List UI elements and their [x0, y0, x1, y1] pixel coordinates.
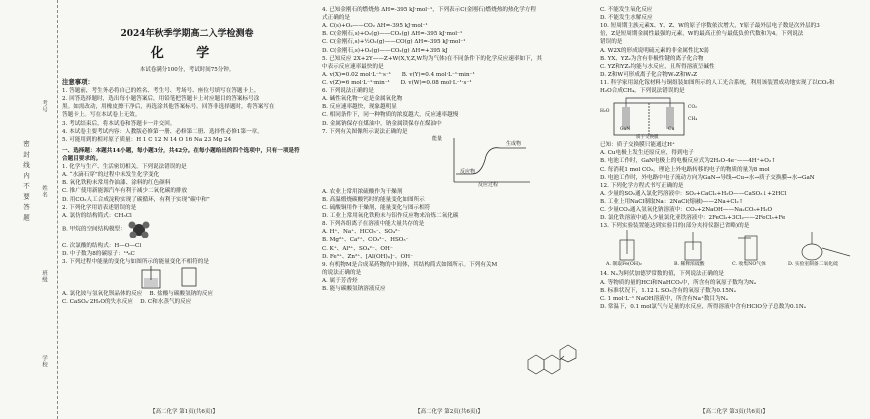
question-1-option: D. 用CO₂人工合成淀粉实现了碳循环，有利于实现“碳中和” — [62, 196, 210, 203]
question-10-stem: 10. 短周期主族元素X、Y、Z、W的原子序数依次增大，Y原子最外层电子数是次外层的3 — [600, 23, 820, 30]
question-8-option: B. Mg²⁺、Ca²⁺、CO₃²⁻、HSO₃⁻ — [322, 237, 409, 244]
question-10-stem-cont: 错误的是 — [600, 39, 623, 46]
label-gan: GaN — [620, 127, 631, 133]
question-4-stem: 4. 已知金刚石的燃烧热 ΔH=-395 kJ·mol⁻¹，下列表示C(金刚石)燃烧热的热化学方程 — [322, 7, 536, 13]
methane-model-icon — [127, 220, 151, 238]
q13-option-d: D. 实验室制备二氧化硫 — [788, 262, 838, 268]
question-1-option: A. “水滴石穿”的过程中未发生化学变化 — [62, 172, 160, 179]
question-1-option: C. 推广使用新能源汽车有利于减少二氧化碳的排放 — [62, 188, 188, 195]
page-column-1 — [62, 6, 312, 306]
label-membrane: 质子交换膜 — [636, 135, 659, 141]
question-6-stem: 6. 下列说法正确的是 — [322, 88, 374, 95]
question-11-note: 已知：质子交换膜只能通过H⁺ — [600, 142, 675, 149]
page-footer-1: 【高二化学 第1页(共6页)】 — [150, 409, 219, 415]
question-10-option: B. YX、YZ₂为含有非极性键的离子化合物 — [600, 55, 704, 62]
beaker-figure-icon — [132, 266, 212, 290]
question-13-figures — [600, 230, 862, 270]
binding-strip — [0, 0, 58, 419]
label-reactant: 反应物 — [460, 168, 476, 175]
question-7-option: A. 农业上常用浓硫酸作为干燥剂 — [322, 188, 403, 195]
question-3-figure — [62, 266, 312, 290]
apparatus-figures — [600, 230, 862, 264]
question-11-option: B. 电池工作时，GaN电极上的电极反应式为2H₂O-4e⁻——4H⁺+O₂↑ — [600, 158, 776, 165]
label-cu: Cu — [668, 127, 675, 133]
notice-line: 黑。如需改动，用橡皮擦干净后，再选涂其他答案标号。回答非选择题时，将答案写在 — [62, 104, 275, 111]
question-14-option: C. 1 mol·L⁻¹ NaOH溶液中，所含有Na⁺数目为Nₐ — [600, 295, 728, 302]
axis-label-process: 反应过程 — [478, 181, 499, 188]
question-6-option: C. 相同条件下，同一种物质的浓度越大，反应速率越慢 — [322, 112, 459, 119]
axis-label-energy: 能量 — [432, 135, 443, 142]
question-9-option: A. 属于芳香烃 — [322, 277, 358, 284]
exam-title: 2024年秋季学期高二入学检测卷 — [120, 29, 254, 39]
question-3-option: A. 氯化铵与氢氧化钡晶体的反应 B. 盐酸与碳酸氢钠的反应 — [62, 291, 214, 298]
notice-line: 1. 答题前，考生务必将自己的姓名、考生号、考场号、座位号填写在答题卡上。 — [62, 88, 260, 95]
question-5-option: C. v(Z)=6 mol·L⁻¹·min⁻¹ D. v(W)=0.08 mol·L⁻¹·s⁻¹ — [322, 79, 472, 86]
question-11-option: D. 电池工作时，外电路中电子流动方向为GaN→导线→Cu→水→质子交换膜→水→GaN — [600, 174, 815, 181]
section-heading: 一、选择题：本题共14小题，每小题3分，共42分。在每小题给出的四个选项中，只有一项是符 — [62, 147, 300, 154]
q13-option-a: A. 制取Fe(OH)₂ — [606, 262, 642, 268]
question-5-stem-cont: 中表示反应速率最快的是 — [322, 63, 384, 70]
question-8-option: D. Fe³⁺、Zn²⁺、[Al(OH)₄]⁻、OH⁻ — [322, 253, 414, 260]
question-11-figure — [600, 95, 862, 141]
question-7-option: B. 高温煅烧碳酸钙时的能量变化如图所示 — [322, 196, 425, 203]
label-co2: CO₂ — [688, 105, 697, 111]
molecule-m-structure — [518, 342, 578, 376]
question-3-option: C. CaSO₄·2H₂O的失水反应 D. C和水蒸气的反应 — [62, 299, 192, 306]
question-4-option: B. C(金刚石,s)+O₂(g)——CO₂(g) ΔH=-395 kJ·mol⁻¹ — [322, 31, 463, 38]
question-13-stem: 13. 下列实验装置能达到实验目的(部分夹持仪器已省略)的是 — [600, 223, 750, 230]
question-5-option: A. v(X)=0.02 mol·L⁻¹·s⁻¹ B. v(Y)=0.4 mol·L⁻¹·min⁻¹ — [322, 71, 475, 78]
question-2-stem: 2. 下列化学用语表述错误的是 — [62, 204, 137, 211]
question-11-option: A. Cu电极上发生还原反应，得到电子 — [600, 150, 694, 157]
question-6-option: D. 金属钠保存在煤油中，钠金属镁保存在煤油中 — [322, 120, 442, 127]
notice-line: 4. 本试卷主要考试内容：人教版必修第一册、必修第二册、选择性必修1第一章。 — [62, 128, 263, 135]
question-7-option: D. 工业上常用氧化铁粉末与铝作反应物来冶炼二氧化碳 — [322, 213, 459, 220]
question-3-stem: 3. 下列过程中能量的变化与如图所示的能量变化不相符的是 — [62, 259, 209, 266]
question-8-option: C. K⁺、Al³⁺、SO₄²⁻、OH⁻ — [322, 245, 393, 252]
question-7-stem: 7. 下列有关图像所示说法正确的是 — [322, 128, 408, 135]
question-10-option: D. Z和W可形成离子化合物W₂Z和W₂Z — [600, 71, 698, 78]
question-14-option: B. 标准状况下，1.12 L SO₃含有的氧原子数为0.15Nₐ — [600, 287, 736, 294]
question-9-option: D. 不能发生水解反应 — [600, 15, 653, 22]
binding-label-school: 学校 — [41, 355, 47, 368]
question-12-option: C. 少量CO₂通入氢氧化钠溶液中：CO₂+2NaOH——Na₂CO₃+H₂O — [600, 207, 773, 214]
question-12-stem: 12. 下列化学方程式书写正确的是 — [600, 182, 684, 189]
question-7-figure — [322, 136, 588, 188]
question-12-option: A. 少量的SO₂通入氯化钙溶液中：SO₂+CaCl₂+H₂O——CaSO₃↓+2HCl — [600, 190, 787, 197]
question-2-option: D. 中子数为8的碳原子：¹⁴₆C — [62, 251, 135, 257]
question-5-stem: 5. 已知反应 2X+2Y——Z+W(X,Y,Z,W均为气体)在不同条件下的化学反应速率如下，其 — [322, 55, 542, 62]
question-14-stem: 14. Nₐ为阿伏加德罗常数的值，下列说法正确的是 — [600, 271, 725, 278]
section-heading-cont: 合题目要求的。 — [62, 156, 102, 163]
question-1-stem: 1. 化学与生产、生活密切相关。下列说法错误的是 — [62, 164, 187, 171]
question-8-stem: 8. 下列各组离子在溶液中能大量共存的是 — [322, 221, 425, 228]
notice-line: 5. 可能用到的相对原子质量：H 1 C 12 N 14 O 16 Na 23 Mg 24 — [62, 136, 232, 143]
question-10-stem-cont: 倍，Z是短周期金属性最强的元素，W的最高正价与最低负价代数和为4。下列说法 — [600, 31, 804, 38]
notice-line: 答题卡上。写在本试卷上无效。 — [62, 112, 141, 119]
q13-option-c: C. 收集NO气体 — [732, 262, 766, 268]
label-h2o: H₂O — [600, 109, 610, 115]
question-12-option: B. 工业上用NaCl制取Na：2NaCl(熔融)——2Na+Cl₂↑ — [600, 198, 744, 205]
question-4-option: C. C(金刚石,s)+½O₂(g)——CO(g) ΔH=-395 kJ·mol⁻¹ — [322, 39, 466, 46]
question-1-option: B. 氧化铁粉末常用作油漆、涂料的红色颜料 — [62, 180, 171, 187]
page-footer-2: 【高二化学 第2页(共6页)】 — [415, 409, 484, 415]
question-7-option: C. 硫酸铜用作干燥剂，能量变化与图示相符 — [322, 204, 431, 211]
question-11-stem: 11. 科学家用氮化镓材料与铜组装如图所示的人工光合系统，利用该装置成功地实现了以CO₂和 — [600, 79, 835, 86]
label-ch4: CH₄ — [688, 117, 698, 123]
binding-label-name: 姓名 — [41, 185, 47, 198]
question-14-option: D. 常温下，0.1 mol氯气与足量的水反应，所得溶液中含有HClO分子总数为0.1Nₐ — [600, 303, 806, 310]
question-4-option: D. C(金刚石,s)+O₂(g)——CO₂(g) ΔH=+395 kJ — [322, 47, 448, 54]
binding-label-class: 班级 — [41, 270, 47, 283]
page-footer-3: 【高二化学 第3页(共6页)】 — [700, 409, 769, 415]
question-10-option: A. W2X的形成说明硫元素的非金属性比X弱 — [600, 47, 709, 54]
notice-line: 3. 考试结束后，将本试卷和答题卡一并交回。 — [62, 120, 176, 127]
notice-heading: 注意事项： — [62, 77, 94, 86]
question-8-option: A. H⁺、Na⁺、HCO₃⁻、SO₄²⁻ — [322, 229, 401, 236]
question-9-stem: 9. 有机物M是合成某药物的中间体，其结构简式如图所示。下列有关M — [322, 261, 498, 268]
question-4-stem-cont: 式正确的是 — [322, 15, 350, 22]
question-2-option: B. 甲烷的空间结构模型： — [62, 220, 312, 242]
seal-line-text: 密 封 线 内 不 要 答 题 — [22, 140, 30, 222]
page-column-3 — [600, 6, 862, 311]
q13-option-b: B. 稀释浓硫酸 — [674, 262, 705, 268]
question-11-stem-cont: H₂O合成CH₄。下列说法错误的是 — [600, 88, 685, 95]
page-column-2 — [322, 6, 588, 293]
question-9-option: C. 不能发生氧化反应 — [600, 7, 653, 13]
question-4-option: A. C(s)+O₂——CO₂ ΔH=-395 kJ·mol⁻¹ — [322, 23, 428, 30]
question-14-option: A. 等物质的量的HCl和NaHCO₃中，所含有的氧原子数均为Nₐ — [600, 279, 757, 286]
question-11-option: C. 每消耗1 mol CO₂，理论上外电路转移的电子的物质的量为8 mol — [600, 166, 770, 173]
binding-label-id: 考号 — [41, 100, 47, 113]
question-6-option: A. 碱性氧化物一定是金属氧化物 — [322, 96, 403, 103]
exam-info: 本试卷满分100分，考试时间75分钟。 — [139, 66, 235, 73]
exam-subject: 化 学 — [150, 46, 224, 62]
question-2-option: A. 氯仿的结构简式：CH₃Cl — [62, 212, 132, 219]
question-9-option: B. 能与碳酸氢钠溶液反应 — [322, 286, 386, 293]
question-2-option: C. 次氯酸的结构式：H—O—Cl — [62, 242, 142, 249]
question-10-option: C. YZ和YZ₂均能与水反应，且所得溶液呈碱性 — [600, 63, 715, 70]
question-12-option: D. 氯化铁溶液中通入少量氯化亚铁溶液中：2FeCl₂+3Cl₂——2FeCl₃+Fe — [600, 215, 786, 222]
label-product: 生成物 — [506, 140, 522, 147]
notice-line: 2. 回答选择题时，选出每小题答案后，用铅笔把答题卡上对应题目的答案标号涂 — [62, 96, 260, 103]
question-6-option: B. 反应速率越快，现象越明显 — [322, 104, 397, 111]
question-9-stem-cont: 的说法正确的是 — [322, 269, 362, 276]
